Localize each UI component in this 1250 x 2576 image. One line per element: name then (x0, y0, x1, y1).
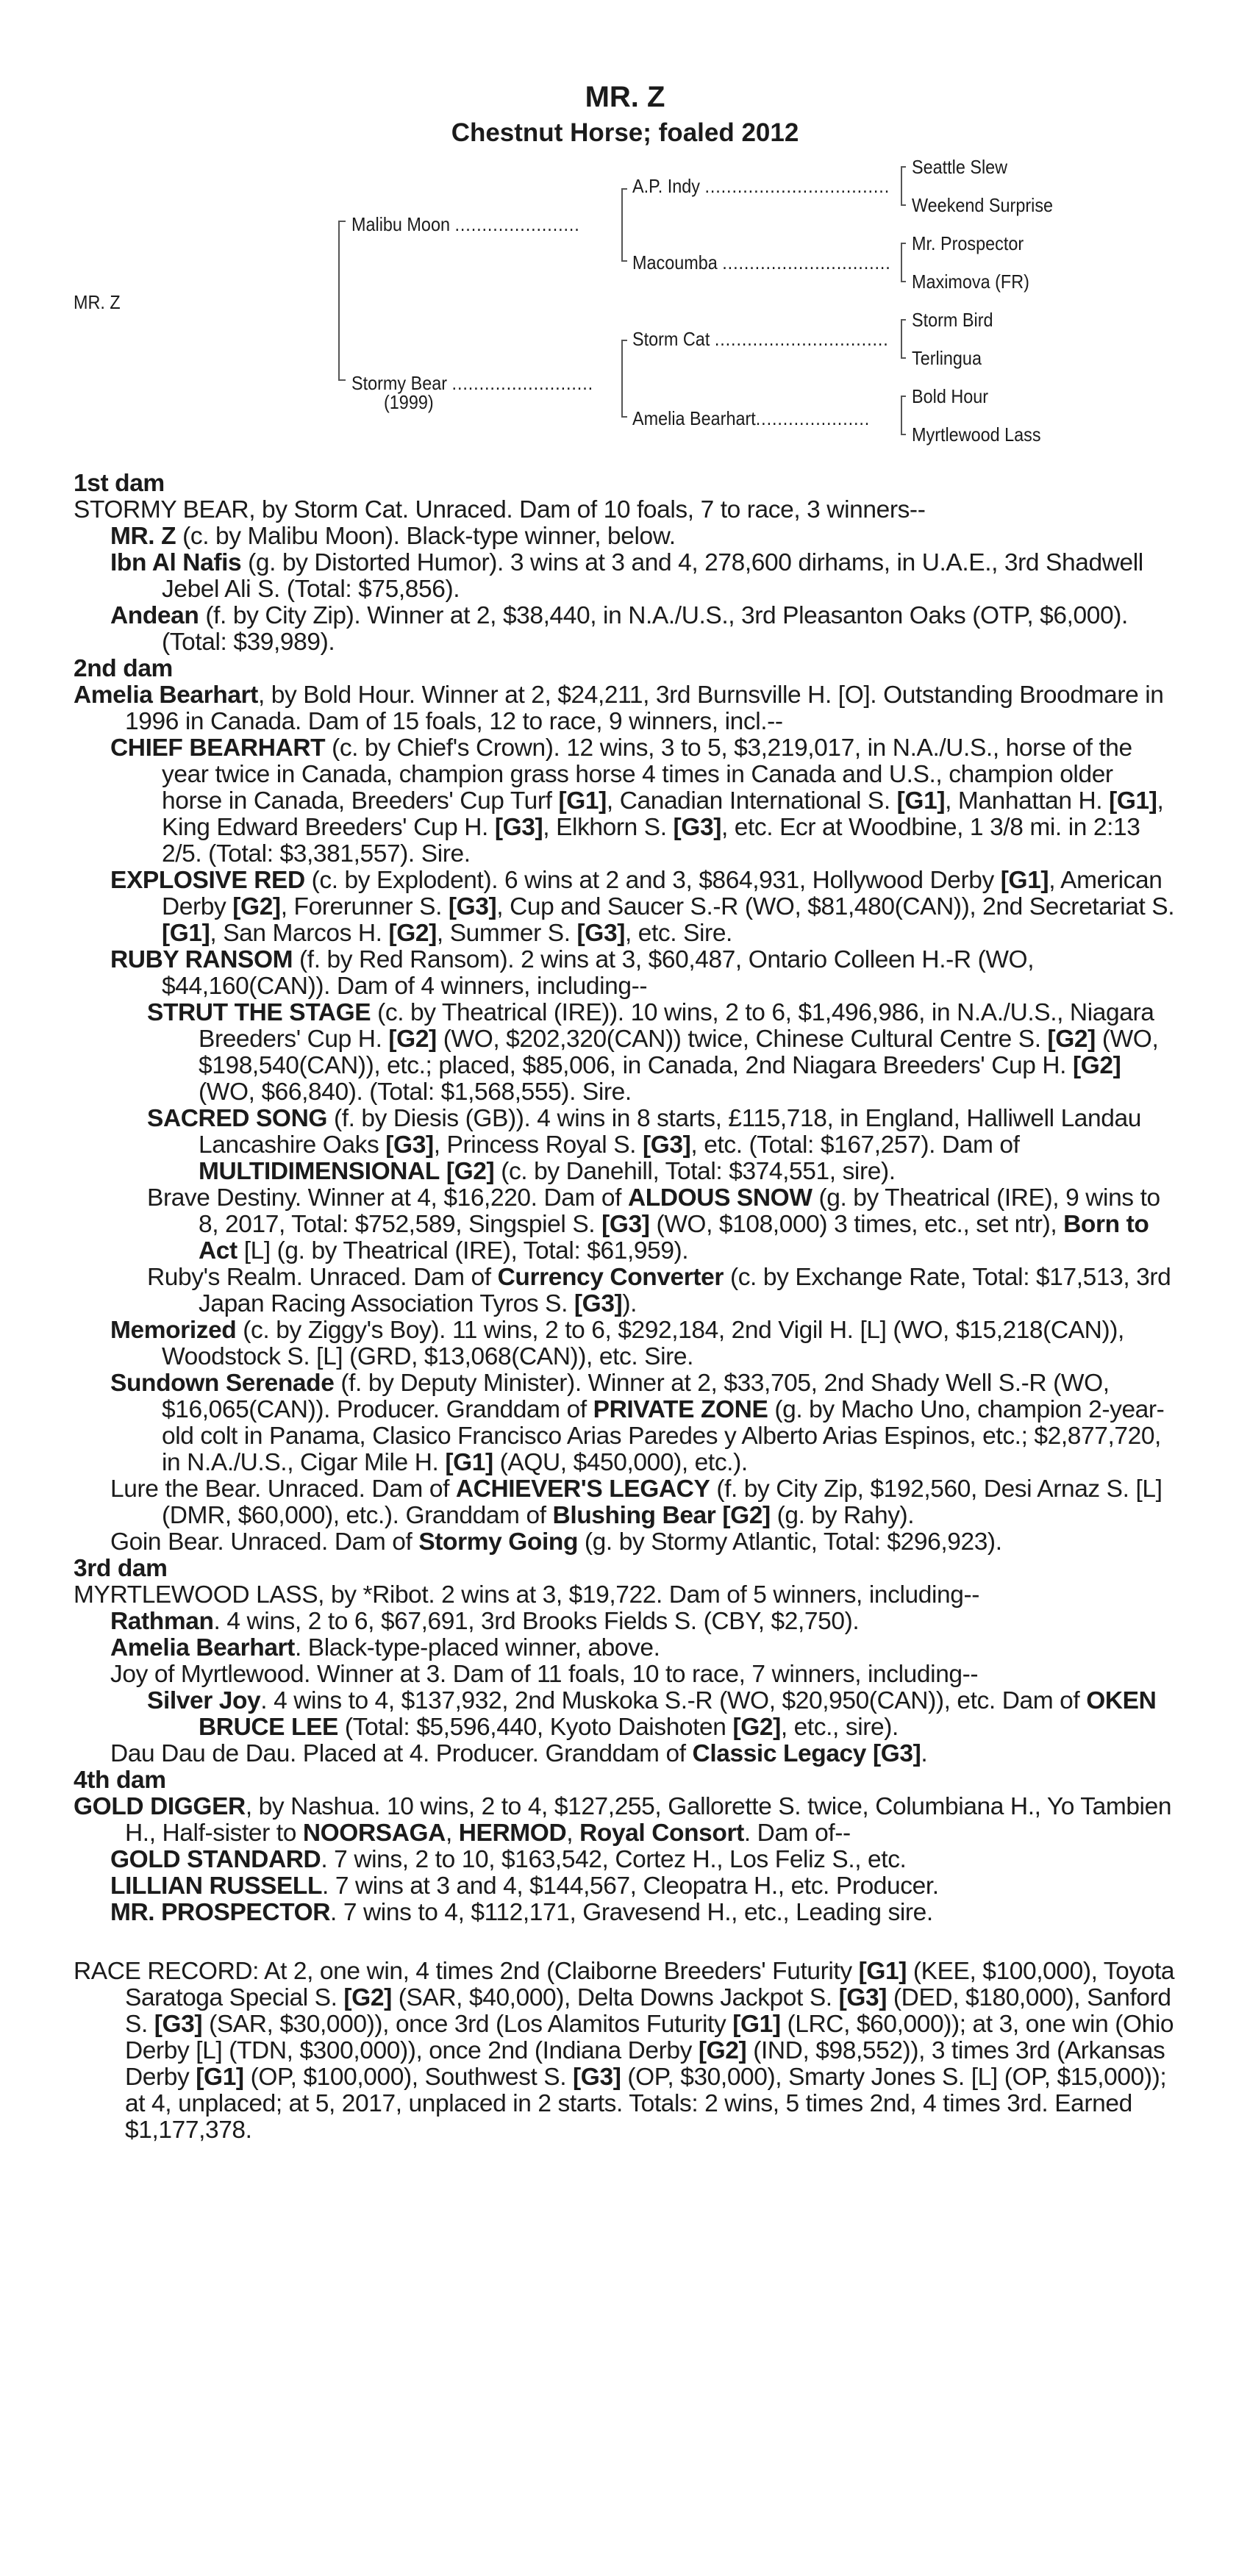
entry-rubys-realm: Ruby's Realm. Unraced. Dam of Currency Converter (c. by Exchange Rate, Total: $17,513, 3rd Japan Racing Association Tyros S. [G3]). (147, 1264, 1171, 1317)
pedigree-sire-dam: Macoumba ............................... (632, 251, 891, 273)
second-dam-intro: Amelia Bearhart, by Bold Hour. Winner at 2, $24,211, 3rd Burnsville H. [O]. Outstanding Broodmare in 1996 in Canada. Dam of 15 foals, 12 to race, 9 winners, incl.-- (74, 681, 1164, 735)
pedigree-gg-7: Bold Hour (912, 385, 989, 407)
entry-memorized: Memorized (c. by Ziggy's Boy). 11 wins, 2 to 6, $292,184, 2nd Vigil H. [L] (WO, $15,218(CAN)), Woodstock S. [L] (GRD, $13,068(CAN)), etc. Sire. (110, 1317, 1124, 1370)
pedigree-gg-8: Myrtlewood Lass (912, 423, 1041, 446)
entry-explosive-red: EXPLOSIVE RED (c. by Explodent). 6 wins at 2 and 3, $864,931, Hollywood Derby [G1], American Derby [G2], Forerunner S. [G3], Cup and Saucer S.-R (WO, $81,480(CAN)), 2nd Secretariat S. [G1], San Marcos H. [G2], Summer S. [G3], etc. Sire. (110, 867, 1175, 947)
entry-silver-joy: Silver Joy. 4 wins to 4, $137,932, 2nd Muskoka S.-R (WO, $20,950(CAN)), etc. Dam of OKEN BRUCE LEE (Total: $5,596,440, Kyoto Daishoten [G2], etc., sire). (147, 1687, 1157, 1741)
page-title: MR. Z (585, 81, 665, 113)
first-dam-intro: STORMY BEAR, by Storm Cat. Unraced. Dam of 10 foals, 7 to race, 3 winners-- (74, 496, 926, 523)
page-subtitle: Chestnut Horse; foaled 2012 (451, 118, 799, 147)
produce-record (74, 471, 1176, 2144)
section-third-dam: 3rd dam (74, 1555, 168, 1582)
entry-sacred-song: SACRED SONG (f. by Diesis (GB)). 4 wins in 8 starts, £115,718, in England, Halliwell Landau Lancashire Oaks [G3], Princess Royal S. [G3], etc. (Total: $167,257). Dam of MULTIDIMENSIONAL [G2] (c. by Danehill, Total: $374,551, sire). (147, 1105, 1141, 1185)
entry-dau-dau-de-dau: Dau Dau de Dau. Placed at 4. Producer. Granddam of Classic Legacy [G3]. (110, 1740, 928, 1767)
entry-gold-standard: GOLD STANDARD. 7 wins, 2 to 10, $163,542, Cortez H., Los Feliz S., etc. (110, 1846, 907, 1873)
section-fourth-dam: 4th dam (74, 1767, 166, 1794)
entry-joy-of-myrtlewood: Joy of Myrtlewood. Winner at 3. Dam of 11 foals, 10 to race, 7 winners, including-- (110, 1661, 979, 1688)
pedigree-gg-3: Mr. Prospector (912, 232, 1024, 254)
pedigree-sire: Malibu Moon ....................... (351, 213, 580, 235)
pedigree-dam: Stormy Bear .......................... (351, 372, 594, 394)
section-first-dam: 1st dam (74, 470, 165, 497)
pedigree-gg-5: Storm Bird (912, 309, 993, 331)
pedigree-gg-2: Weekend Surprise (912, 194, 1054, 216)
entry-ruby-ransom: RUBY RANSOM (f. by Red Ransom). 2 wins at 3, $60,487, Ontario Colleen H.-R (WO, $44,160(CAN)). Dam of 4 winners, including-- (110, 946, 1035, 1000)
entry-goin-bear: Goin Bear. Unraced. Dam of Stormy Going (g. by Stormy Atlantic, Total: $296,923). (110, 1528, 1002, 1556)
pedigree-gg-6: Terlingua (912, 347, 982, 369)
entry-mr-prospector: MR. PROSPECTOR. 7 wins to 4, $112,171, Gravesend H., etc., Leading sire. (110, 1899, 933, 1926)
pedigree-sire-sire: A.P. Indy .................................. (632, 175, 890, 197)
pedigree-subject: MR. Z (74, 291, 121, 313)
entry-amelia-bearhart: Amelia Bearhart. Black-type-placed winner, above. (110, 1634, 660, 1661)
pedigree-gg-1: Seattle Slew (912, 156, 1008, 178)
entry-andean: Andean (f. by City Zip). Winner at 2, $38,440, in N.A./U.S., 3rd Pleasanton Oaks (OTP, $6,000). (Total: $39,989). (110, 602, 1128, 656)
entry-sundown-serenade: Sundown Serenade (f. by Deputy Minister). Winner at 2, $33,705, 2nd Shady Well S.-R (WO, $16,065(CAN)). Producer. Granddam of PRIVATE ZONE (g. by Macho Uno, champion 2-year-old colt in Panama, Clasico Francisco Arias Paredes y Alberto Arias Espinos, etc.; $2,877,720, in N.A./U.S., Cigar Mile H. [G1] (AQU, $450,000), etc.). (110, 1370, 1165, 1476)
pedigree-dam-dam: Amelia Bearhart..................... (632, 407, 871, 429)
entry-lillian-russell: LILLIAN RUSSELL. 7 wins at 3 and 4, $144,567, Cleopatra H., etc. Producer. (110, 1872, 939, 1900)
pedigree-dam-sire: Storm Cat ................................ (632, 328, 889, 350)
entry-lure-the-bear: Lure the Bear. Unraced. Dam of ACHIEVER'S LEGACY (f. by City Zip, $192,560, Desi Arnaz S. [L] (DMR, $60,000), etc.). Granddam of Blushing Bear [G2] (g. by Rahy). (110, 1475, 1162, 1529)
section-second-dam: 2nd dam (74, 655, 173, 682)
entry-brave-destiny: Brave Destiny. Winner at 4, $16,220. Dam of ALDOUS SNOW (g. by Theatrical (IRE), 9 wins to 8, 2017, Total: $752,589, Singspiel S. [G3] (WO, $108,000) 3 times, etc., set ntr), Born to Act [L] (g. by Theatrical (IRE), Total: $61,959). (147, 1184, 1160, 1264)
entry-chief-bearhart: CHIEF BEARHART (c. by Chief's Crown). 12 wins, 3 to 5, $3,219,017, in N.A./U.S., horse of the year twice in Canada, champion grass horse 4 times in Canada and U.S., champion older horse in Canada, Breeders' Cup Turf [G1], Canadian International S. [G1], Manhattan H. [G1], King Edward Breeders' Cup H. [G3], Elkhorn S. [G3], etc. Ecr at Woodbine, 1 3/8 mi. in 2:13 2/5. (Total: $3,381,557). Sire. (110, 734, 1164, 867)
pedigree-gg-4: Maximova (FR) (912, 271, 1029, 293)
entry-strut-the-stage: STRUT THE STAGE (c. by Theatrical (IRE)). 10 wins, 2 to 6, $1,496,986, in N.A./U.S., Niagara Breeders' Cup H. [G2] (WO, $202,320(CAN)) twice, Chinese Cultural Centre S. [G2] (WO, $198,540(CAN)), etc.; placed, $85,006, in Canada, 2nd Niagara Breeders' Cup H. [G2] (WO, $66,840). (Total: $1,568,555). Sire. (147, 999, 1159, 1106)
entry-mr-z: MR. Z (c. by Malibu Moon). Black-type winner, below. (110, 523, 676, 550)
race-record: RACE RECORD: At 2, one win, 4 times 2nd (Claiborne Breeders' Futurity [G1] (KEE, $100,000), Toyota Saratoga Special S. [G2] (SAR, $40,000), Delta Downs Jackpot S. [G3] (DED, $180,000), Sanford S. [G3] (SAR, $30,000)), once 3rd (Los Alamitos Futurity [G1] (LRC, $60,000)); at 3, one win (Ohio Derby [L] (TDN, $300,000)), once 2nd (Indiana Derby [G2] (IND, $98,552)), 3 times 3rd (Arkansas Derby [G1] (OP, $100,000), Southwest S. [G3] (OP, $30,000), Smarty Jones S. [L] (OP, $15,000)); at 4, unplaced; at 5, 2017, unplaced in 2 starts. Totals: 2 wins, 5 times 2nd, 4 times 3rd. Earned $1,177,378. (74, 1958, 1175, 2144)
third-dam-intro: MYRTLEWOOD LASS, by *Ribot. 2 wins at 3, $19,722. Dam of 5 winners, including-- (74, 1581, 980, 1609)
entry-rathman: Rathman. 4 wins, 2 to 6, $67,691, 3rd Brooks Fields S. (CBY, $2,750). (110, 1608, 860, 1635)
entry-ibn-al-nafis: Ibn Al Nafis (g. by Distorted Humor). 3 wins at 3 and 4, 278,600 dirhams, in U.A.E., 3rd Shadwell Jebel Ali S. (Total: $75,856). (110, 549, 1143, 603)
fourth-dam-intro: GOLD DIGGER, by Nashua. 10 wins, 2 to 4, $127,255, Gallorette S. twice, Columbiana H., Yo Tambien H., Half-sister to NOORSAGA, HERMOD, Royal Consort. Dam of-- (74, 1793, 1172, 1847)
pedigree-dam-year: (1999) (384, 391, 434, 413)
